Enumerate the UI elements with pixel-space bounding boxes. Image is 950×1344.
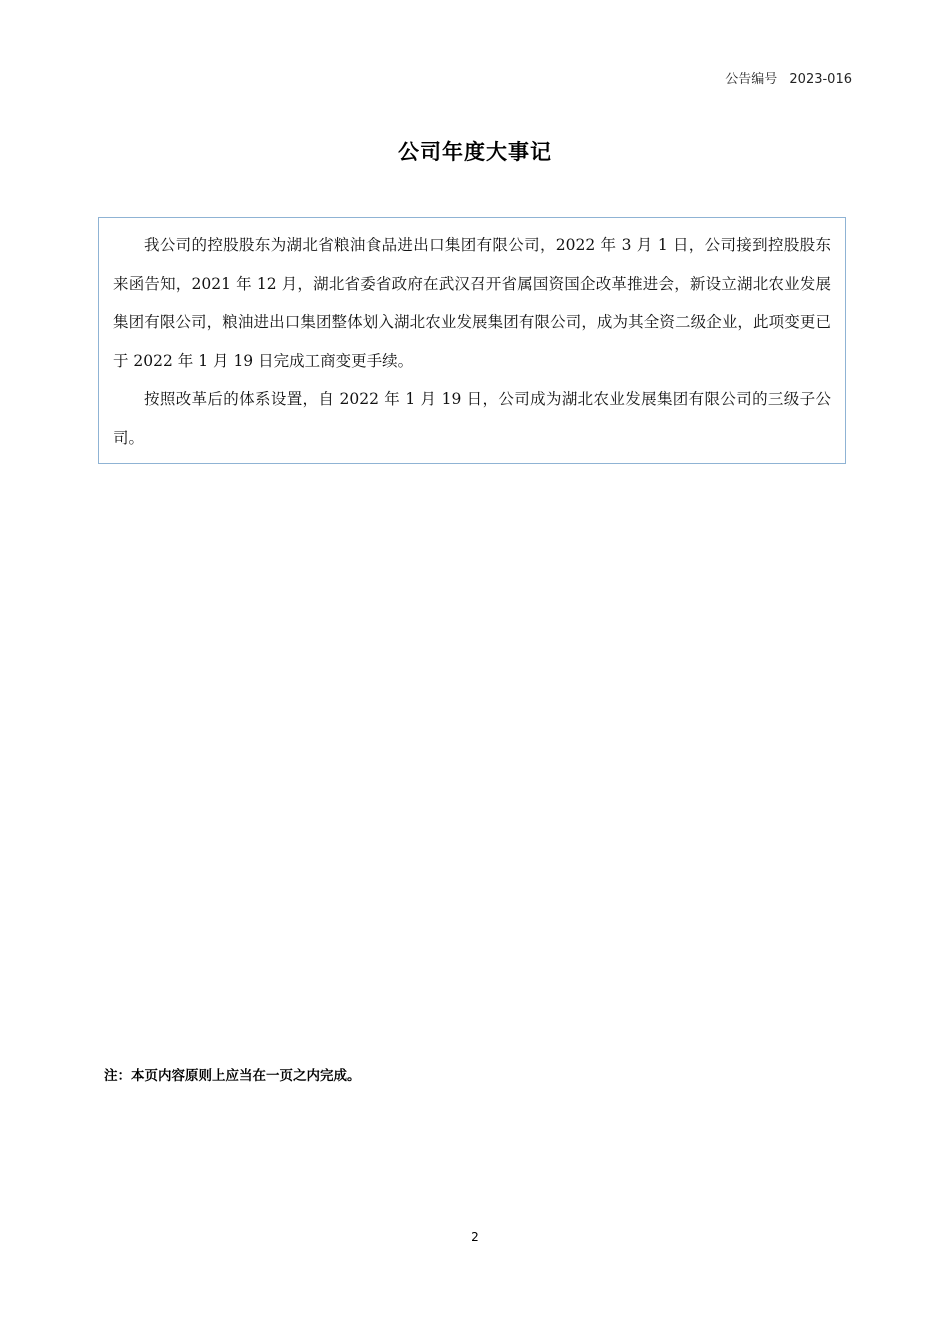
page-number: 2	[471, 1230, 479, 1244]
announcement-label: 公告编号	[725, 72, 778, 87]
content-box	[98, 217, 846, 464]
paragraph-2: 按照改革后的体系设置，自 2022 年 1 月 19 日，公司成为湖北农业发展集团有限公司的三级子公司。	[113, 390, 831, 447]
page-title: 公司年度大事记	[398, 140, 552, 164]
announcement-number	[725, 68, 852, 87]
footnote: 注：本页内容原则上应当在一页之内完成。	[104, 1068, 361, 1084]
announcement-number-value: 2023-016	[789, 72, 852, 87]
paragraph-1: 我公司的控股股东为湖北省粮油食品进出口集团有限公司，2022 年 3 月 1 日，公司接到控股股东来函告知，2021 年 12 月，湖北省委省政府在武汉召开省属国资国企改革推进会，新设立湖北农业发展集团有限公司，粮油进出口集团整体划入湖北农业发展集团有限公司，成为其全资二级企业，此项变更已于 2022 年 1 月 19 日完成工商变更手续。	[113, 236, 831, 370]
